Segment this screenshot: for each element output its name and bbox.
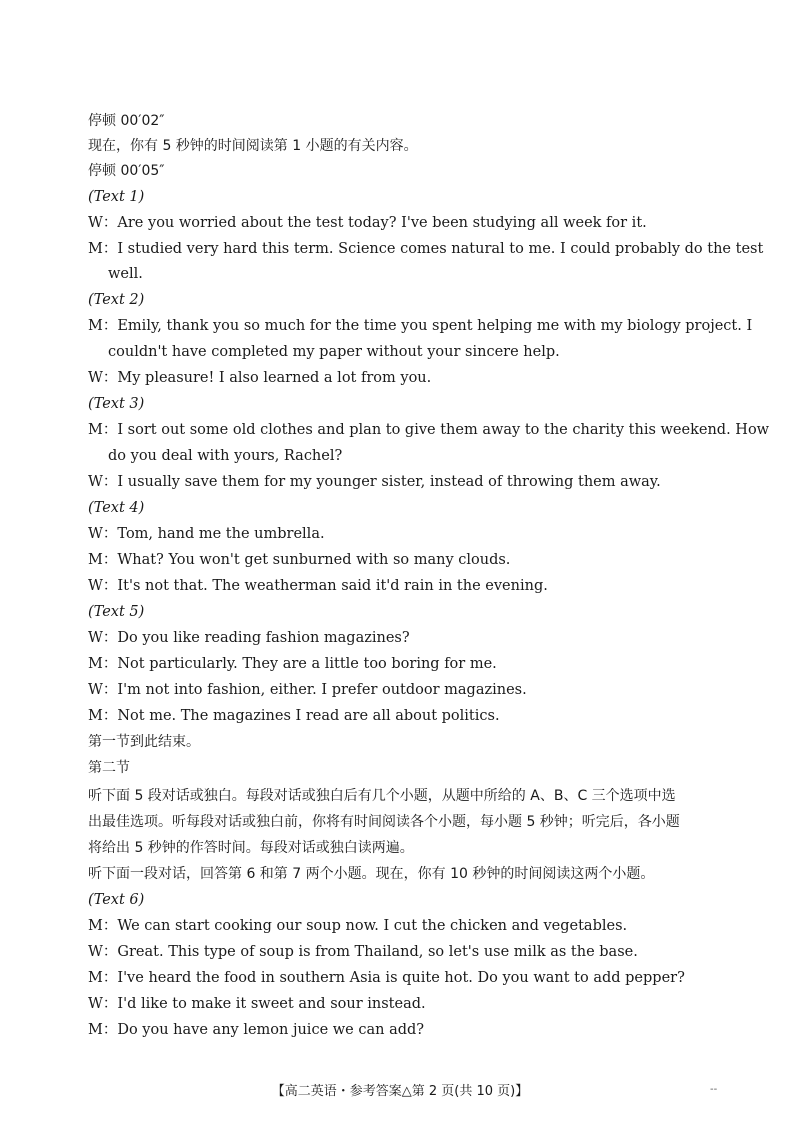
text-line: M：What? You won't get sunburned with so many clouds. [88,552,511,568]
text-line: M：Emily, thank you so much for the time you spent helping me with my biology project. I [88,318,753,334]
text-line: W：Do you like reading fashion magazines? [88,630,410,646]
text-line: M：I studied very hard this term. Science comes natural to me. I could probably do the test [88,241,764,257]
text-line: W：Tom, hand me the umbrella. [88,526,325,542]
text-line: W：Are you worried about the test today? I've been studying all week for it. [88,215,647,231]
text-label: (Text 4) [88,500,145,516]
page-footer: 【高二英语・参考答案△第 2 页(共 10 页)】 [271,1084,529,1099]
text-label: (Text 6) [88,892,145,908]
text-line: couldn't have completed my paper without your sincere help. [108,344,560,360]
text-line: 听下面 5 段对话或独白。每段对话或独白后有几个小题，从题中所给的 A、B、C 三个选项中选 [88,788,676,804]
text-line: well. [108,266,143,282]
text-line: W：I'm not into fashion, either. I prefer outdoor magazines. [88,682,527,698]
text-label: (Text 5) [88,604,145,620]
text-line: W：Great. This type of soup is from Thailand, so let's use milk as the base. [88,944,638,960]
text-line: W：My pleasure! I also learned a lot from you. [88,370,432,386]
text-label: (Text 2) [88,292,145,308]
text-line: 听下面一段对话，回答第 6 和第 7 两个小题。现在，你有 10 秒钟的时间阅读这两个小题。 [88,866,655,882]
text-line: W：I'd like to make it sweet and sour instead. [88,996,426,1012]
text-line: W：It's not that. The weatherman said it'd rain in the evening. [88,578,548,594]
text-line: 现在，你有 5 秒钟的时间阅读第 1 小题的有关内容。 [88,138,418,154]
text-line: M：Do you have any lemon juice we can add? [88,1022,425,1038]
text-label: (Text 1) [88,189,145,205]
text-line: 将给出 5 秒钟的作答时间。每段对话或独白读两遍。 [88,840,414,856]
text-line: M：Not particularly. They are a little too boring for me. [88,656,497,672]
text-line: M：I sort out some old clothes and plan to give them away to the charity this weekend. How [88,422,770,438]
corner-mark: -- [710,1084,718,1095]
text-line: M：We can start cooking our soup now. I cut the chicken and vegetables. [88,918,628,934]
text-line: 停顿 00′05″ [88,163,165,179]
text-line: M：Not me. The magazines I read are all about politics. [88,708,500,724]
text-line: W：I usually save them for my younger sister, instead of throwing them away. [88,474,661,490]
text-line: 第二节 [88,760,130,776]
text-line: 停顿 00′02″ [88,113,165,129]
text-line: do you deal with yours, Rachel? [108,448,343,464]
text-line: 出最佳选项。听每段对话或独白前，你将有时间阅读各个小题，每小题 5 秒钟；听完后，各小题 [88,814,680,830]
text-label: (Text 3) [88,396,145,412]
text-line: 第一节到此结束。 [88,734,200,750]
text-line: M：I've heard the food in southern Asia is quite hot. Do you want to add pepper? [88,970,685,986]
